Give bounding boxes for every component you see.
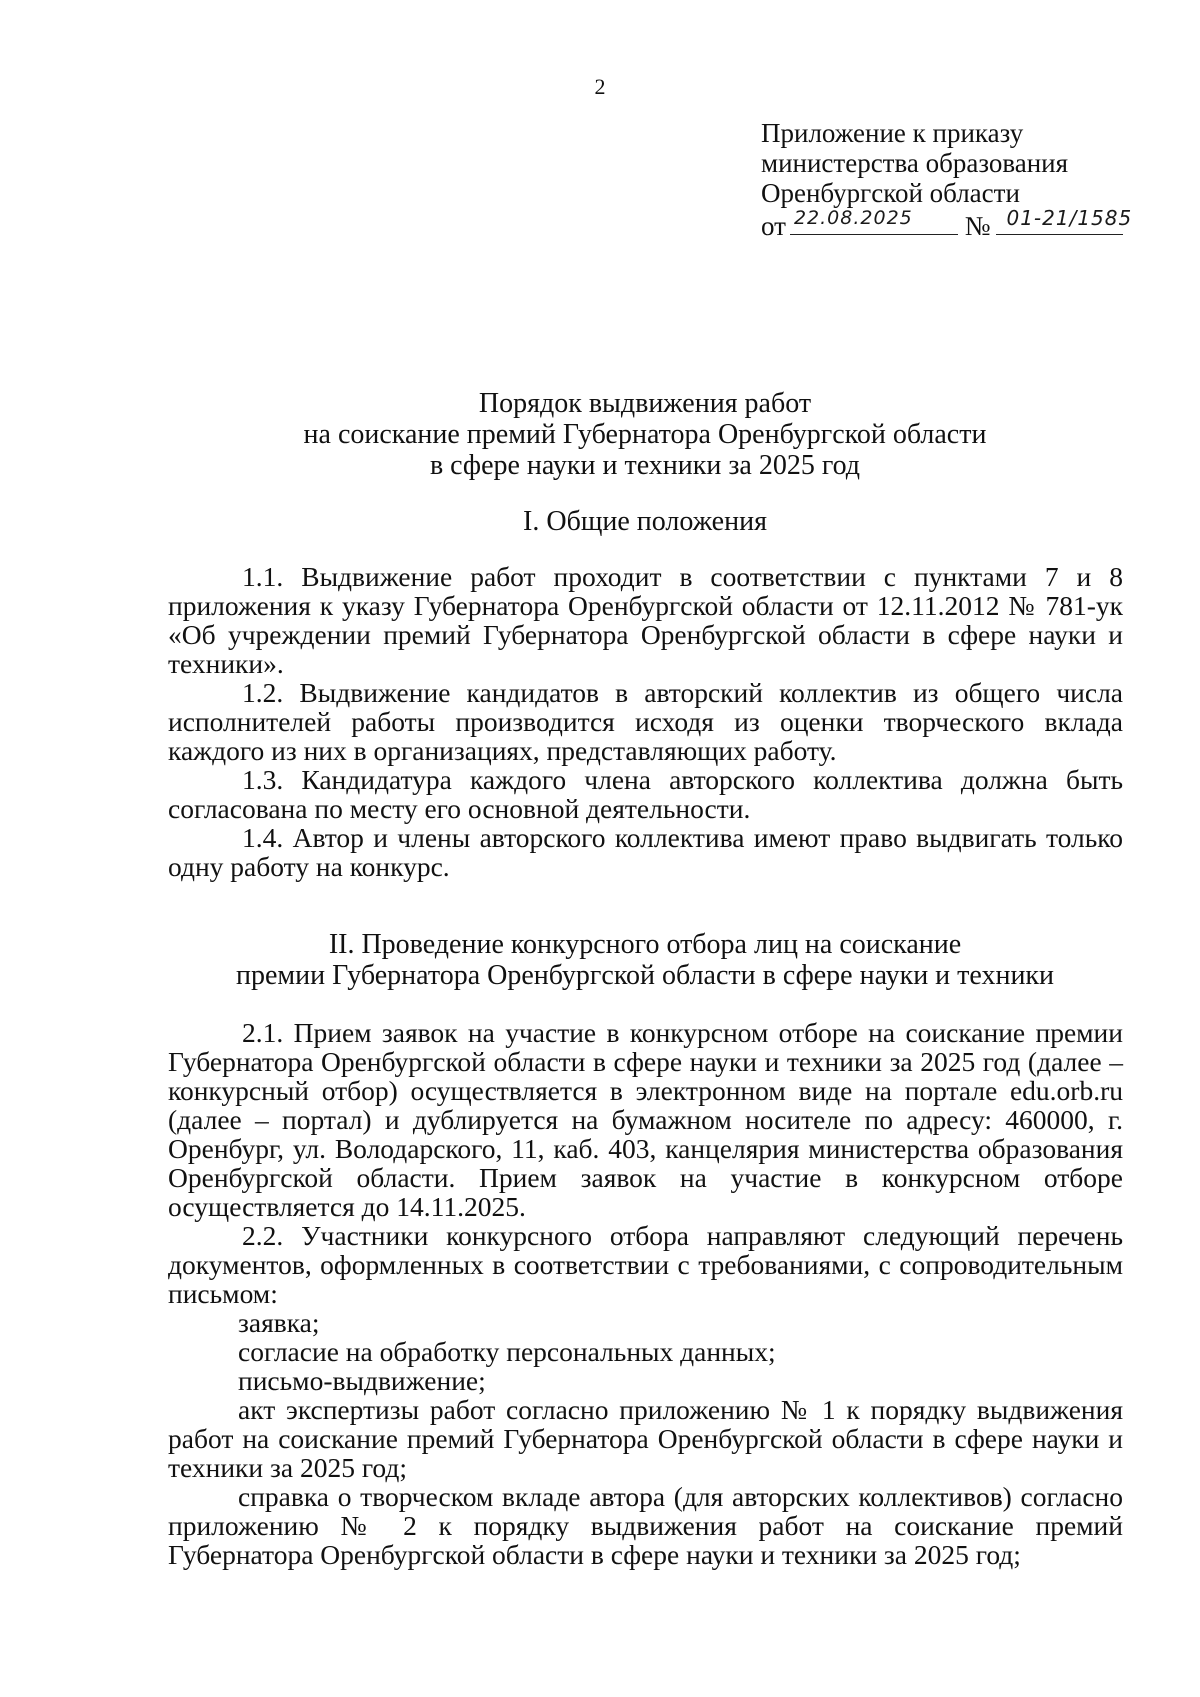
paragraph-1-3: 1.3. Кандидатура каждого члена авторского коллектива должна быть согласована по месту его основной деятельности. [168, 764, 1123, 824]
paragraph-1-1: 1.1. Выдвижение работ проходит в соответствии с пунктами 7 и 8 приложения к указу Губернатора Оренбургской области от 12.11.2012 № 781-ук «Об учреждении премий Губернатора Оренбургской области в сфере науки и техники». [168, 561, 1123, 679]
date-signature-line [790, 208, 958, 235]
approval-line-3: Оренбургской области [761, 178, 1020, 208]
handwritten-date: 22.08.2025 [793, 207, 913, 229]
list-item: акт экспертизы работ согласно приложению № 1 к порядку выдвижения работ на соискание премий Губернатора Оренбургской области в сфере науки и техники за 2025 год; [168, 1394, 1123, 1483]
section-2-heading [0, 929, 1200, 991]
handwritten-number: 01-21/1585 [1006, 206, 1133, 230]
section-2-heading-line-2: премии Губернатора Оренбургской области в сфере науки и техники [235, 960, 1055, 991]
section-2-heading-line-1: II. Проведение конкурсного отбора лиц на соискание [328, 929, 962, 960]
approval-line-1: Приложение к приказу [761, 118, 1024, 148]
list-item: заявка; [238, 1307, 320, 1338]
section-1-heading: I. Общие положения [523, 506, 767, 537]
paragraph-1-4: 1.4. Автор и члены авторского коллектива имеют право выдвигать только одну работу на конкурс. [168, 822, 1123, 882]
date-prefix: от [761, 211, 786, 241]
approval-line-2: министерства образования [761, 148, 1069, 178]
paragraph-2-1: 2.1. Прием заявок на участие в конкурсном отборе на соискание премии Губернатора Оренбургской области в сфере науки и техники за 2025 год (далее – конкурсный отбор) осуществляется в электронном виде на портале edu.orb.ru (далее – портал) и дублируется на бумажном носителе по адресу: 460000, г. Оренбург, ул. Володарского, 11, каб. 403, канцелярия министерства образования Оренбургской области. Прием заявок на участие в конкурсном отборе осуществляется до 14.11.2025. [168, 1017, 1123, 1222]
document-title [0, 388, 1200, 481]
number-prefix: № [964, 211, 991, 241]
number-signature-line [996, 206, 1133, 235]
title-line-3: в сфере науки и техники за 2025 год [429, 450, 861, 481]
section-2-body [168, 1018, 1123, 1569]
title-line-2: на соискание премий Губернатора Оренбургской области [303, 419, 987, 450]
approval-block [761, 118, 1133, 241]
paragraph-1-2: 1.2. Выдвижение кандидатов в авторский коллектив из общего числа исполнителей работы производится исходя из оценки творческого вклада каждого из них в организациях, представляющих работу. [168, 677, 1123, 766]
section-1-body [168, 562, 1123, 881]
list-item: письмо-выдвижение; [238, 1365, 486, 1396]
paragraph-2-2: 2.2. Участники конкурсного отбора направляют следующий перечень документов, оформленных в соответствии с требованиями, с сопроводительным письмом: [168, 1220, 1123, 1309]
list-item: согласие на обработку персональных данных; [238, 1336, 776, 1367]
title-line-1: Порядок выдвижения работ [478, 388, 812, 419]
list-item: справка о творческом вкладе автора (для авторских коллективов) согласно приложению № 2 к порядку выдвижения работ на соискание премий Губернатора Оренбургской области в сфере науки и техники за 2025 год; [168, 1481, 1123, 1570]
approval-date-number-line [761, 206, 1133, 241]
page-number: 2 [594, 74, 606, 99]
